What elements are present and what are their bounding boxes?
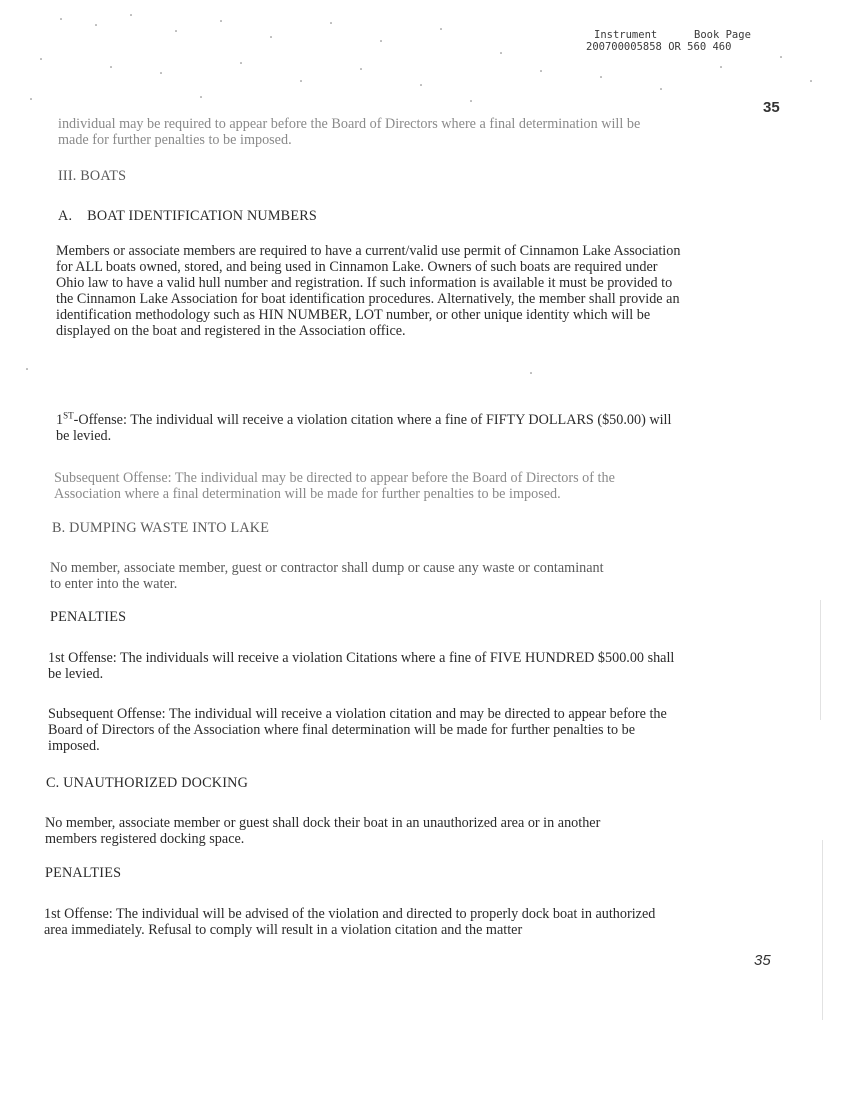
section-heading-boats: III. BOATS — [58, 168, 127, 184]
first-offense-number: 1 — [56, 412, 64, 428]
docking-body: No member, associate member or guest shall dock their boat in an unauthorized area or in another members registered docking space. — [45, 815, 601, 847]
first-offense-superscript: ST — [63, 410, 74, 421]
stamp-page: 460 — [712, 41, 732, 53]
stamp-instrument-number: 200700005858 — [586, 41, 662, 53]
boat-identification-body: Members or associate members are required to have a current/valid use permit of Cinnamon Lake Association for ALL boats owned, stored, and being used in Cinnamon Lake. Owners of such boats are required under Ohio law to have a valid hull number and registration. If such information is available it must be provided to the Cinnamon Lake Association for boat identification procedures. Alternatively, the member shall provide an identification methodology such as HIN NUMBER, LOT number, or other unique identity which will be displayed on the boat and registered in the Association office. — [56, 243, 681, 339]
page-number-top: 35 — [763, 99, 780, 116]
heading-boat-identification-text: A. BOAT IDENTIFICATION NUMBERS — [58, 208, 317, 224]
docking-first-offense: 1st Offense: The individual will be advised of the violation and directed to properly dock boat in authorized area immediately. Refusal to comply will result in a violation citation and the matter — [44, 906, 656, 938]
stamp-book: 560 — [687, 41, 707, 53]
heading-unauthorized-docking: C. UNAUTHORIZED DOCKING — [46, 775, 249, 791]
boat-id-subsequent-offense — [54, 470, 664, 502]
first-offense-text: -Offense: The individual will receive a violation citation where a fine of FIFTY DOLLARS ($50.00) will be levied. — [56, 412, 672, 444]
dumping-penalties-heading: PENALTIES — [50, 609, 127, 625]
boat-id-first-offense — [56, 412, 676, 444]
subsequent-offense-text: Subsequent Offense: The individual may be directed to appear before the Board of Directors of the Association where a final determination will be made for further penalties to be imposed. — [54, 470, 615, 502]
stamp-code: OR — [668, 41, 681, 53]
heading-dumping-waste: B. DUMPING WASTE INTO LAKE — [52, 520, 270, 536]
stamp-instrument-label: Instrument — [594, 29, 658, 41]
page-number-bottom: 35 — [754, 952, 771, 969]
stamp-book-page-label: Book Page — [694, 29, 751, 41]
carryover-paragraph: individual may be required to appear before the Board of Directors where a final determination will be made for further penalties to be imposed. — [58, 116, 641, 148]
dumping-first-offense: 1st Offense: The individuals will receive a violation Citations where a fine of FIVE HUNDRED $500.00 shall be levied. — [48, 650, 675, 682]
dumping-waste-body: No member, associate member, guest or contractor shall dump or cause any waste or contaminant to enter into the water. — [50, 560, 604, 592]
scan-edge-line — [822, 840, 823, 1020]
heading-boat-identification — [58, 208, 317, 224]
recorder-stamp — [586, 29, 751, 89]
docking-penalties-heading: PENALTIES — [45, 865, 122, 881]
dumping-subsequent-offense: Subsequent Offense: The individual will receive a violation citation and may be directed to appear before the Board of Directors of the Association where final determination will be made for further penalties to be imposed. — [48, 706, 667, 754]
scan-edge-line — [820, 600, 821, 720]
